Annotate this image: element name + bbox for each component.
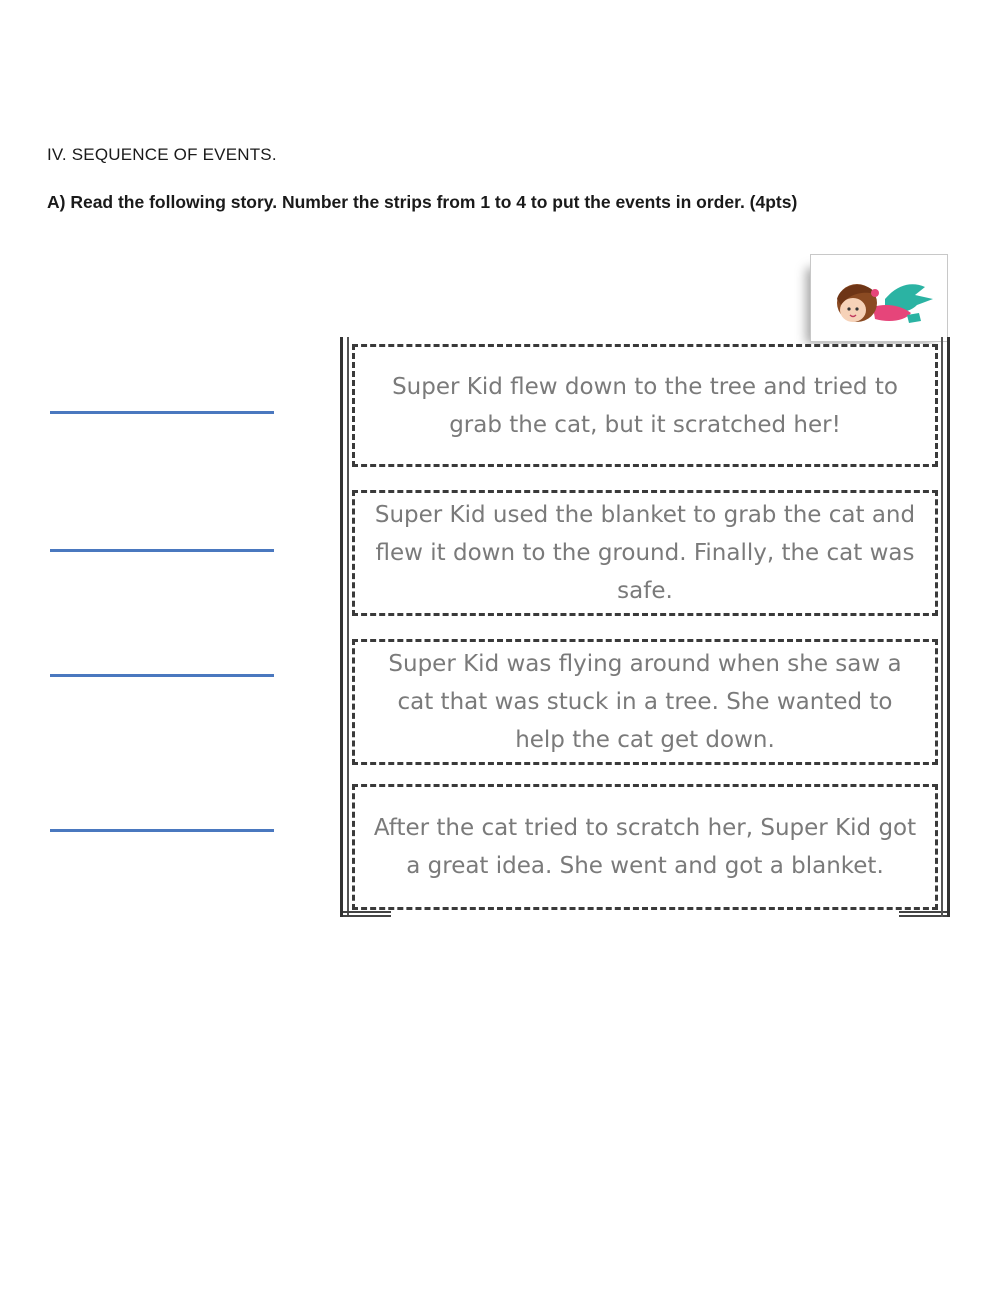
strip-text: Super Kid was flying around when she saw a cat that was stuck in a tree. She wanted to help the cat get down. [388,651,902,753]
section-title: IV. SEQUENCE OF EVENTS. [47,145,277,164]
instructions: A) Read the following story. Number the strips from 1 to 4 to put the events in order. (4pts) [47,192,798,212]
answer-input-4[interactable] [50,829,274,832]
story-strip-3[interactable] [352,639,938,765]
strip-text: Super Kid used the blanket to grab the cat and flew it down to the ground. Finally, the cat was safe. [374,502,916,604]
story-strip-4[interactable] [352,784,938,910]
story-strip-1[interactable] [352,344,938,467]
story-strip-2[interactable] [352,490,938,616]
answer-input-1[interactable] [50,411,274,414]
strip-text: After the cat tried to scratch her, Super Kid got a great idea. She went and got a blanket. [373,815,917,879]
panel-edge-right [899,911,947,917]
superhero-logo [810,254,948,342]
panel-edge-left [343,911,391,917]
strips-panel [340,337,950,917]
answer-input-2[interactable] [50,549,274,552]
answer-input-3[interactable] [50,674,274,677]
strip-text: Super Kid flew down to the tree and tried to grab the cat, but it scratched her! [392,373,898,438]
superhero-girl-icon [811,255,947,341]
